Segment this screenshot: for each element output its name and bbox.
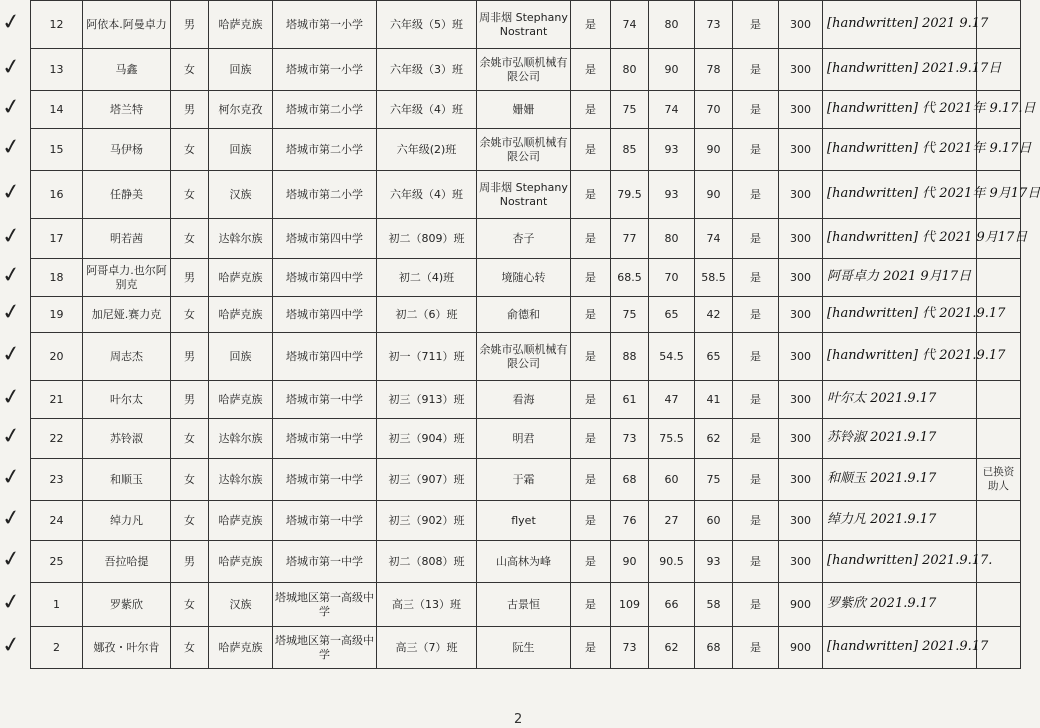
school-cell: 塔城地区第一高级中学 [273, 583, 377, 627]
grade-class-cell: 六年级（4）班 [377, 91, 477, 129]
score-1-cell: 80 [611, 49, 649, 91]
row-number-cell: 13 [31, 49, 83, 91]
school-cell: 塔城市第四中学 [273, 219, 377, 259]
grade-class-cell: 初三（904）班 [377, 419, 477, 459]
score-3-cell: 70 [695, 91, 733, 129]
signature-cell: [handwritten] 代 2021年 9月17日 [823, 171, 977, 219]
school-cell: 塔城市第二小学 [273, 91, 377, 129]
grade-class-cell: 高三（13）班 [377, 583, 477, 627]
signature-cell: [handwritten] 代 2021年 9.17.日 [823, 91, 977, 129]
check-mark-icon: ✓ [0, 340, 23, 369]
note-cell [977, 501, 1021, 541]
sponsor-name-cell: 山高林为峰 [477, 541, 571, 583]
school-cell: 塔城地区第一高级中学 [273, 627, 377, 669]
school-cell: 塔城市第四中学 [273, 259, 377, 297]
status-flag-cell: 是 [571, 129, 611, 171]
amount-cell: 300 [779, 297, 823, 333]
ethnicity-cell: 汉族 [209, 171, 273, 219]
signature-cell: 阿哥卓力 2021 9月17日 [823, 259, 977, 297]
amount-cell: 300 [779, 49, 823, 91]
signature-cell: [handwritten] 代 2021 9月17日 [823, 219, 977, 259]
check-mark-icon: ✓ [0, 463, 23, 492]
row-number-cell: 20 [31, 333, 83, 381]
ethnicity-cell: 哈萨克族 [209, 381, 273, 419]
status-flag-cell: 是 [571, 541, 611, 583]
school-cell: 塔城市第一小学 [273, 49, 377, 91]
sponsor-name-cell: 俞德和 [477, 297, 571, 333]
status-flag-cell: 是 [571, 91, 611, 129]
table-row [31, 459, 1021, 501]
student-name-cell: 罗紫欣 [83, 583, 171, 627]
sponsor-name-cell: 阮生 [477, 627, 571, 669]
amount-cell: 300 [779, 129, 823, 171]
status-flag-cell: 是 [571, 1, 611, 49]
status-flag-2-cell: 是 [733, 501, 779, 541]
score-2-cell: 90 [649, 49, 695, 91]
student-name-cell: 阿依本.阿曼卓力 [83, 1, 171, 49]
sponsor-name-cell: 余姚市弘顺机械有限公司 [477, 333, 571, 381]
sponsor-name-cell: 杏子 [477, 219, 571, 259]
note-cell [977, 583, 1021, 627]
row-number-cell: 18 [31, 259, 83, 297]
amount-cell: 300 [779, 171, 823, 219]
score-1-cell: 77 [611, 219, 649, 259]
gender-cell: 男 [171, 541, 209, 583]
score-2-cell: 66 [649, 583, 695, 627]
score-3-cell: 74 [695, 219, 733, 259]
score-1-cell: 76 [611, 501, 649, 541]
check-mark-icon: ✓ [0, 261, 23, 290]
school-cell: 塔城市第一小学 [273, 1, 377, 49]
grade-class-cell: 六年级(2)班 [377, 129, 477, 171]
score-3-cell: 68 [695, 627, 733, 669]
score-3-cell: 58 [695, 583, 733, 627]
ethnicity-cell: 哈萨克族 [209, 259, 273, 297]
status-flag-2-cell: 是 [733, 49, 779, 91]
ethnicity-cell: 哈萨克族 [209, 541, 273, 583]
signature-cell: [handwritten] 代 2021年 9.17日 [823, 129, 977, 171]
status-flag-2-cell: 是 [733, 297, 779, 333]
signature-cell: [handwritten] 2021.9.17. [823, 541, 977, 583]
signature-cell: 罗紫欣 2021.9.17 [823, 583, 977, 627]
page-number: 2 [514, 712, 523, 727]
school-cell: 塔城市第四中学 [273, 297, 377, 333]
grade-class-cell: 初二（809）班 [377, 219, 477, 259]
school-cell: 塔城市第一中学 [273, 501, 377, 541]
score-3-cell: 65 [695, 333, 733, 381]
signature-cell: 绰力凡 2021.9.17 [823, 501, 977, 541]
status-flag-2-cell: 是 [733, 91, 779, 129]
check-mark-icon: ✓ [0, 178, 23, 207]
status-flag-cell: 是 [571, 459, 611, 501]
student-name-cell: 吾拉哈提 [83, 541, 171, 583]
student-name-cell: 马伊杨 [83, 129, 171, 171]
score-2-cell: 47 [649, 381, 695, 419]
status-flag-2-cell: 是 [733, 459, 779, 501]
table-row [31, 333, 1021, 381]
school-cell: 塔城市第二小学 [273, 129, 377, 171]
table-row [31, 501, 1021, 541]
table-row [31, 419, 1021, 459]
row-number-cell: 23 [31, 459, 83, 501]
gender-cell: 女 [171, 459, 209, 501]
signature-cell: [handwritten] 2021 9.17 [823, 1, 977, 49]
gender-cell: 女 [171, 627, 209, 669]
score-1-cell: 90 [611, 541, 649, 583]
sponsor-name-cell: 周非烟 Stephany Nostrant [477, 1, 571, 49]
score-1-cell: 74 [611, 1, 649, 49]
check-mark-icon: ✓ [0, 133, 23, 162]
score-3-cell: 60 [695, 501, 733, 541]
status-flag-2-cell: 是 [733, 129, 779, 171]
status-flag-cell: 是 [571, 219, 611, 259]
score-2-cell: 60 [649, 459, 695, 501]
ethnicity-cell: 达斡尔族 [209, 219, 273, 259]
score-1-cell: 61 [611, 381, 649, 419]
table-row [31, 627, 1021, 669]
amount-cell: 300 [779, 1, 823, 49]
score-2-cell: 80 [649, 219, 695, 259]
grade-class-cell: 初三（913）班 [377, 381, 477, 419]
ethnicity-cell: 哈萨克族 [209, 297, 273, 333]
amount-cell: 300 [779, 541, 823, 583]
amount-cell: 900 [779, 627, 823, 669]
status-flag-2-cell: 是 [733, 419, 779, 459]
gender-cell: 女 [171, 501, 209, 541]
check-mark-icon: ✓ [0, 545, 23, 574]
student-name-cell: 阿哥卓力.也尔阿别克 [83, 259, 171, 297]
ethnicity-cell: 回族 [209, 333, 273, 381]
table-row [31, 49, 1021, 91]
ethnicity-cell: 达斡尔族 [209, 459, 273, 501]
check-mark-icon: ✓ [0, 222, 23, 251]
student-name-cell: 明若茜 [83, 219, 171, 259]
score-1-cell: 68.5 [611, 259, 649, 297]
status-flag-cell: 是 [571, 171, 611, 219]
sponsor-name-cell: flyet [477, 501, 571, 541]
check-mark-icon: ✓ [0, 422, 23, 451]
grade-class-cell: 初三（902）班 [377, 501, 477, 541]
sponsor-name-cell: 境随心转 [477, 259, 571, 297]
table-row [31, 91, 1021, 129]
score-2-cell: 90.5 [649, 541, 695, 583]
row-number-cell: 15 [31, 129, 83, 171]
status-flag-cell: 是 [571, 381, 611, 419]
score-1-cell: 88 [611, 333, 649, 381]
signature-cell: 和顺玉 2021.9.17 [823, 459, 977, 501]
student-name-cell: 塔兰特 [83, 91, 171, 129]
ethnicity-cell: 汉族 [209, 583, 273, 627]
score-2-cell: 70 [649, 259, 695, 297]
score-2-cell: 93 [649, 129, 695, 171]
amount-cell: 300 [779, 333, 823, 381]
grade-class-cell: 六年级（5）班 [377, 1, 477, 49]
grade-class-cell: 高三（7）班 [377, 627, 477, 669]
amount-cell: 300 [779, 501, 823, 541]
score-1-cell: 109 [611, 583, 649, 627]
grade-class-cell: 初三（907）班 [377, 459, 477, 501]
signature-cell: [handwritten] 代 2021.9.17 [823, 333, 977, 381]
status-flag-cell: 是 [571, 49, 611, 91]
gender-cell: 男 [171, 91, 209, 129]
status-flag-2-cell: 是 [733, 171, 779, 219]
amount-cell: 300 [779, 91, 823, 129]
score-2-cell: 80 [649, 1, 695, 49]
check-mark-icon: ✓ [0, 504, 23, 533]
grade-class-cell: 初二（808）班 [377, 541, 477, 583]
status-flag-2-cell: 是 [733, 541, 779, 583]
note-cell: 已换资助人 [977, 459, 1021, 501]
ethnicity-cell: 哈萨克族 [209, 627, 273, 669]
status-flag-2-cell: 是 [733, 583, 779, 627]
student-name-cell: 周志杰 [83, 333, 171, 381]
status-flag-2-cell: 是 [733, 333, 779, 381]
check-mark-icon: ✓ [0, 93, 23, 122]
student-name-cell: 马鑫 [83, 49, 171, 91]
table-row [31, 171, 1021, 219]
score-3-cell: 58.5 [695, 259, 733, 297]
row-number-cell: 2 [31, 627, 83, 669]
ethnicity-cell: 回族 [209, 49, 273, 91]
score-3-cell: 41 [695, 381, 733, 419]
row-number-cell: 16 [31, 171, 83, 219]
score-1-cell: 75 [611, 91, 649, 129]
student-name-cell: 叶尔太 [83, 381, 171, 419]
status-flag-2-cell: 是 [733, 1, 779, 49]
score-2-cell: 93 [649, 171, 695, 219]
score-2-cell: 54.5 [649, 333, 695, 381]
school-cell: 塔城市第四中学 [273, 333, 377, 381]
score-2-cell: 75.5 [649, 419, 695, 459]
score-3-cell: 62 [695, 419, 733, 459]
grade-class-cell: 初一（711）班 [377, 333, 477, 381]
note-cell [977, 419, 1021, 459]
status-flag-cell: 是 [571, 419, 611, 459]
score-1-cell: 79.5 [611, 171, 649, 219]
score-1-cell: 85 [611, 129, 649, 171]
status-flag-2-cell: 是 [733, 381, 779, 419]
grade-class-cell: 初二（6）班 [377, 297, 477, 333]
check-mark-icon: ✓ [0, 588, 23, 617]
table-row [31, 259, 1021, 297]
sponsor-name-cell: 余姚市弘顺机械有限公司 [477, 49, 571, 91]
ethnicity-cell: 哈萨克族 [209, 1, 273, 49]
ethnicity-cell: 回族 [209, 129, 273, 171]
gender-cell: 女 [171, 583, 209, 627]
table-row [31, 381, 1021, 419]
status-flag-2-cell: 是 [733, 219, 779, 259]
status-flag-cell: 是 [571, 297, 611, 333]
table-row [31, 1, 1021, 49]
school-cell: 塔城市第一中学 [273, 419, 377, 459]
ethnicity-cell: 哈萨克族 [209, 501, 273, 541]
student-name-cell: 苏铃淑 [83, 419, 171, 459]
signature-cell: [handwritten] 代 2021.9.17 [823, 297, 977, 333]
gender-cell: 男 [171, 1, 209, 49]
table-row [31, 541, 1021, 583]
sponsor-name-cell: 古景恒 [477, 583, 571, 627]
gender-cell: 女 [171, 219, 209, 259]
student-name-cell: 绰力凡 [83, 501, 171, 541]
score-3-cell: 78 [695, 49, 733, 91]
sponsorship-table [30, 0, 1040, 669]
score-1-cell: 73 [611, 419, 649, 459]
score-3-cell: 75 [695, 459, 733, 501]
amount-cell: 300 [779, 219, 823, 259]
table-row [31, 219, 1021, 259]
gender-cell: 男 [171, 259, 209, 297]
student-name-cell: 加尼娅.赛力克 [83, 297, 171, 333]
row-number-cell: 25 [31, 541, 83, 583]
row-number-cell: 12 [31, 1, 83, 49]
sponsor-name-cell: 于霜 [477, 459, 571, 501]
status-flag-cell: 是 [571, 501, 611, 541]
score-3-cell: 73 [695, 1, 733, 49]
amount-cell: 300 [779, 419, 823, 459]
row-number-cell: 22 [31, 419, 83, 459]
amount-cell: 300 [779, 459, 823, 501]
row-number-cell: 21 [31, 381, 83, 419]
grade-class-cell: 六年级（3）班 [377, 49, 477, 91]
school-cell: 塔城市第二小学 [273, 171, 377, 219]
check-mark-icon: ✓ [0, 631, 23, 660]
row-number-cell: 1 [31, 583, 83, 627]
score-2-cell: 27 [649, 501, 695, 541]
score-1-cell: 73 [611, 627, 649, 669]
gender-cell: 女 [171, 297, 209, 333]
row-number-cell: 19 [31, 297, 83, 333]
score-2-cell: 62 [649, 627, 695, 669]
sponsor-name-cell: 余姚市弘顺机械有限公司 [477, 129, 571, 171]
grade-class-cell: 初二（4)班 [377, 259, 477, 297]
signature-cell: 叶尔太 2021.9.17 [823, 381, 977, 419]
score-2-cell: 74 [649, 91, 695, 129]
status-flag-cell: 是 [571, 627, 611, 669]
table-row [31, 583, 1021, 627]
note-cell [977, 381, 1021, 419]
gender-cell: 女 [171, 49, 209, 91]
table-row [31, 297, 1021, 333]
gender-cell: 男 [171, 333, 209, 381]
check-mark-icon: ✓ [0, 53, 23, 82]
check-mark-icon: ✓ [0, 298, 23, 327]
score-1-cell: 68 [611, 459, 649, 501]
note-cell [977, 259, 1021, 297]
student-name-cell: 和顺玉 [83, 459, 171, 501]
ethnicity-cell: 达斡尔族 [209, 419, 273, 459]
score-1-cell: 75 [611, 297, 649, 333]
school-cell: 塔城市第一中学 [273, 381, 377, 419]
signature-cell: 苏铃淑 2021.9.17 [823, 419, 977, 459]
status-flag-2-cell: 是 [733, 259, 779, 297]
gender-cell: 女 [171, 129, 209, 171]
school-cell: 塔城市第一中学 [273, 459, 377, 501]
student-name-cell: 娜孜・叶尔肯 [83, 627, 171, 669]
ethnicity-cell: 柯尔克孜 [209, 91, 273, 129]
sponsor-name-cell: 周非烟 Stephany Nostrant [477, 171, 571, 219]
signature-cell: [handwritten] 2021.9.17日 [823, 49, 977, 91]
row-number-cell: 14 [31, 91, 83, 129]
sponsor-name-cell: 明君 [477, 419, 571, 459]
score-3-cell: 90 [695, 129, 733, 171]
status-flag-cell: 是 [571, 583, 611, 627]
grade-class-cell: 六年级（4）班 [377, 171, 477, 219]
row-number-cell: 17 [31, 219, 83, 259]
check-mark-icon: ✓ [0, 8, 23, 37]
score-3-cell: 90 [695, 171, 733, 219]
row-number-cell: 24 [31, 501, 83, 541]
check-mark-icon: ✓ [0, 383, 23, 412]
sponsor-name-cell: 看海 [477, 381, 571, 419]
status-flag-2-cell: 是 [733, 627, 779, 669]
amount-cell: 900 [779, 583, 823, 627]
gender-cell: 女 [171, 419, 209, 459]
sponsor-name-cell: 姗姗 [477, 91, 571, 129]
student-name-cell: 任静美 [83, 171, 171, 219]
score-3-cell: 42 [695, 297, 733, 333]
gender-cell: 男 [171, 381, 209, 419]
amount-cell: 300 [779, 381, 823, 419]
gender-cell: 女 [171, 171, 209, 219]
status-flag-cell: 是 [571, 259, 611, 297]
table-row [31, 129, 1021, 171]
school-cell: 塔城市第一中学 [273, 541, 377, 583]
score-3-cell: 93 [695, 541, 733, 583]
status-flag-cell: 是 [571, 333, 611, 381]
amount-cell: 300 [779, 259, 823, 297]
score-2-cell: 65 [649, 297, 695, 333]
signature-cell: [handwritten] 2021.9.17 [823, 627, 977, 669]
